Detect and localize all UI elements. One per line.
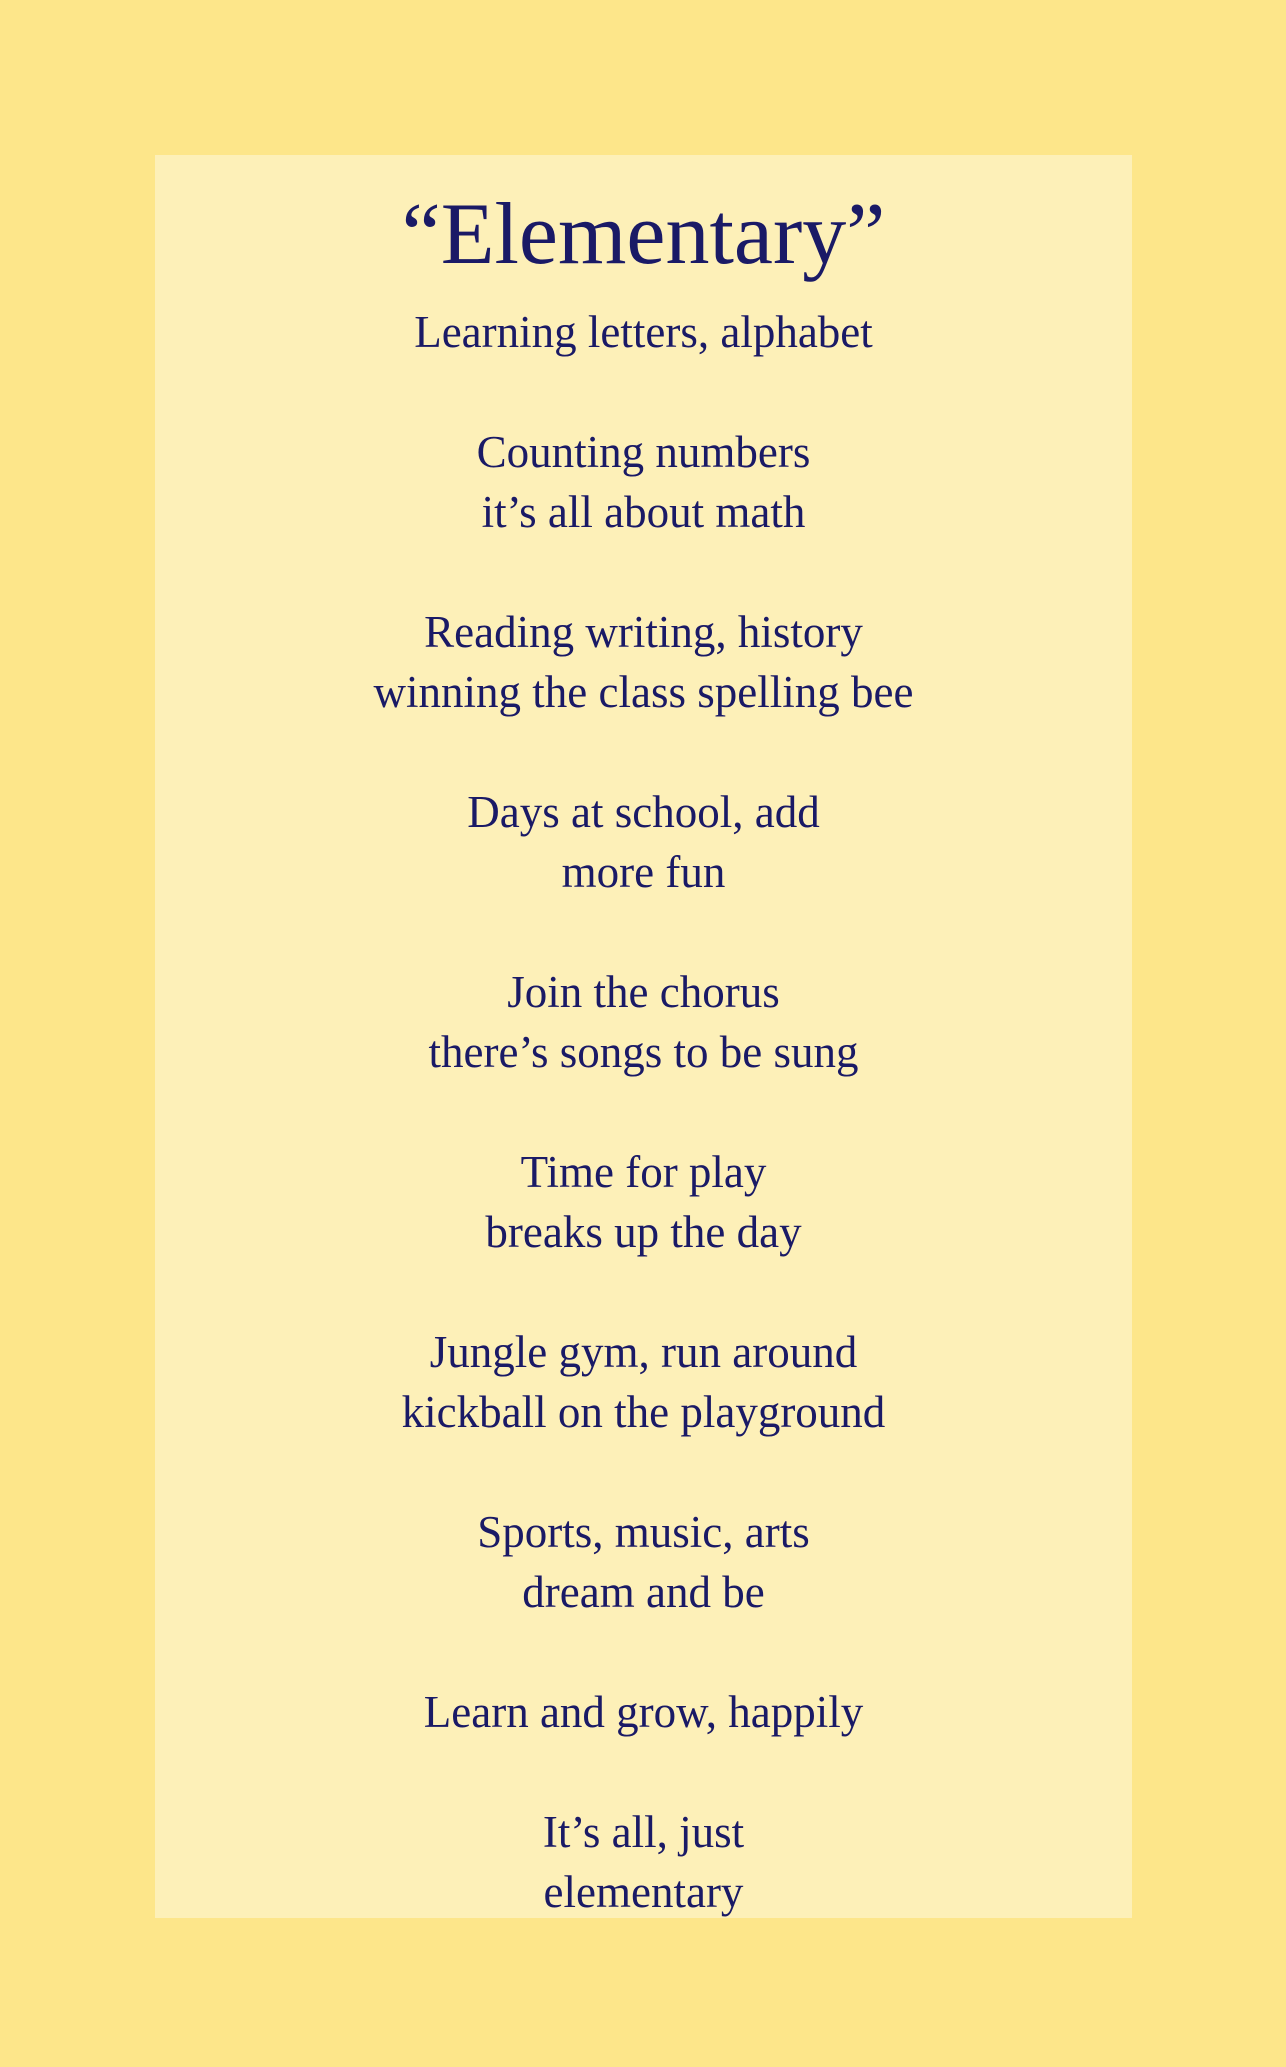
poem-line: dream and be (522, 1567, 765, 1617)
poem-title: “Elementary” (401, 186, 886, 283)
stanza-2 (155, 422, 1132, 542)
stanza-9 (155, 1682, 1132, 1742)
stanza-6 (155, 1142, 1132, 1262)
stanza-1 (155, 302, 1132, 362)
poem-line: Jungle gym, run around (429, 1327, 858, 1377)
poem-line: Reading writing, history (424, 607, 863, 657)
poem-line: Days at school, add (467, 787, 820, 837)
poem-line: Time for play (520, 1147, 767, 1197)
poem-line: Learning letters, alphabet (414, 307, 873, 357)
poem-line: Learn and grow, happily (423, 1687, 864, 1737)
stanza-7 (155, 1322, 1132, 1442)
poem-line: more fun (561, 847, 726, 897)
poem-line: breaks up the day (485, 1207, 802, 1257)
poem-line: kickball on the playground (401, 1387, 886, 1437)
stanza-8 (155, 1502, 1132, 1622)
poem-panel (155, 155, 1132, 1918)
poem-line: Join the chorus (507, 967, 780, 1017)
stanza-4 (155, 782, 1132, 902)
stanza-10 (155, 1802, 1132, 1922)
stanza-5 (155, 962, 1132, 1082)
stanza-3 (155, 602, 1132, 722)
poem-line: there’s songs to be sung (428, 1027, 859, 1077)
poem-line: it’s all about math (481, 487, 806, 537)
poem-line: elementary (543, 1867, 744, 1917)
poem-line: It’s all, just (542, 1807, 745, 1857)
poem-line: Sports, music, arts (477, 1507, 810, 1557)
poem-line: Counting numbers (476, 427, 811, 477)
poem-line: winning the class spelling bee (373, 667, 914, 717)
